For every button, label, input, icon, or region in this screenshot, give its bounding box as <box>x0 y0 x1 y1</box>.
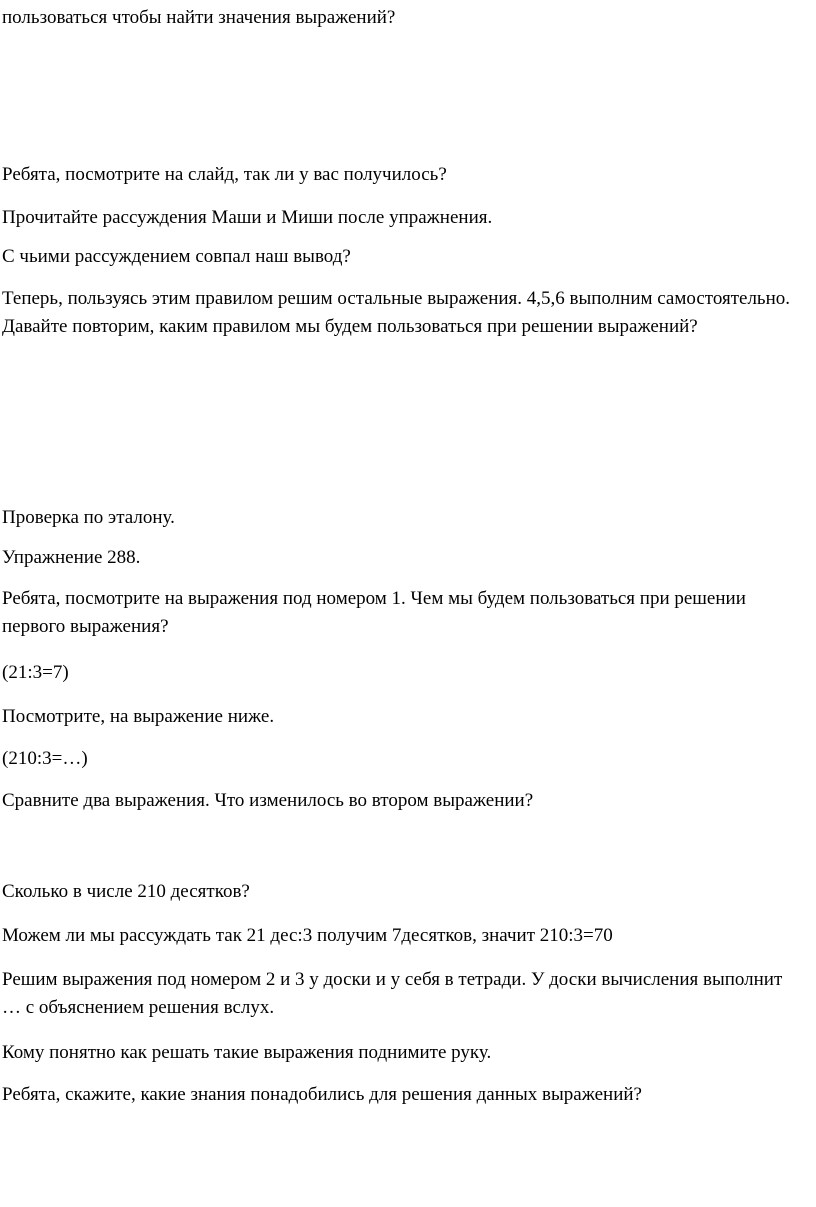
paragraph-4: С чьими рассуждением совпал наш вывод? <box>2 246 351 267</box>
paragraph-3: Прочитайте рассуждения Маши и Миши после упражнения. <box>2 207 493 228</box>
paragraph-1: пользоваться чтобы найти значения выражений? <box>2 7 396 28</box>
paragraph-15: Решим выражения под номером 2 и 3 у доски и у себя в тетради. У доски вычисления выполнит … с объяснением решения вслух. <box>2 969 783 1018</box>
paragraph-16: Кому понятно как решать такие выражения поднимите руку. <box>2 1042 492 1063</box>
paragraph-7: Упражнение 288. <box>2 547 141 568</box>
paragraph-9: (21:3=7) <box>2 662 69 683</box>
paragraph-17: Ребята, скажите, какие знания понадобились для решения данных выражений? <box>2 1084 642 1105</box>
paragraph-13: Сколько в числе 210 десятков? <box>2 881 250 902</box>
paragraph-14: Можем ли мы рассуждать так 21 дес:3 получим 7десятков, значит 210:3=70 <box>2 925 613 946</box>
paragraph-2: Ребята, посмотрите на слайд, так ли у вас получилось? <box>2 164 447 185</box>
paragraph-6: Проверка по эталону. <box>2 507 175 528</box>
paragraph-12: Сравните два выражения. Что изменилось во втором выражении? <box>2 790 534 811</box>
paragraph-8: Ребята, посмотрите на выражения под номером 1. Чем мы будем пользоваться при решении первого выражения? <box>2 588 746 637</box>
paragraph-5: Теперь, пользуясь этим правилом решим остальные выражения. 4,5,6 выполним самостоятельно. Давайте повторим, каким правилом мы будем пользоваться при решении выражений? <box>2 288 791 337</box>
paragraph-11: (210:3=…) <box>2 748 88 769</box>
paragraph-10: Посмотрите, на выражение ниже. <box>2 706 275 727</box>
